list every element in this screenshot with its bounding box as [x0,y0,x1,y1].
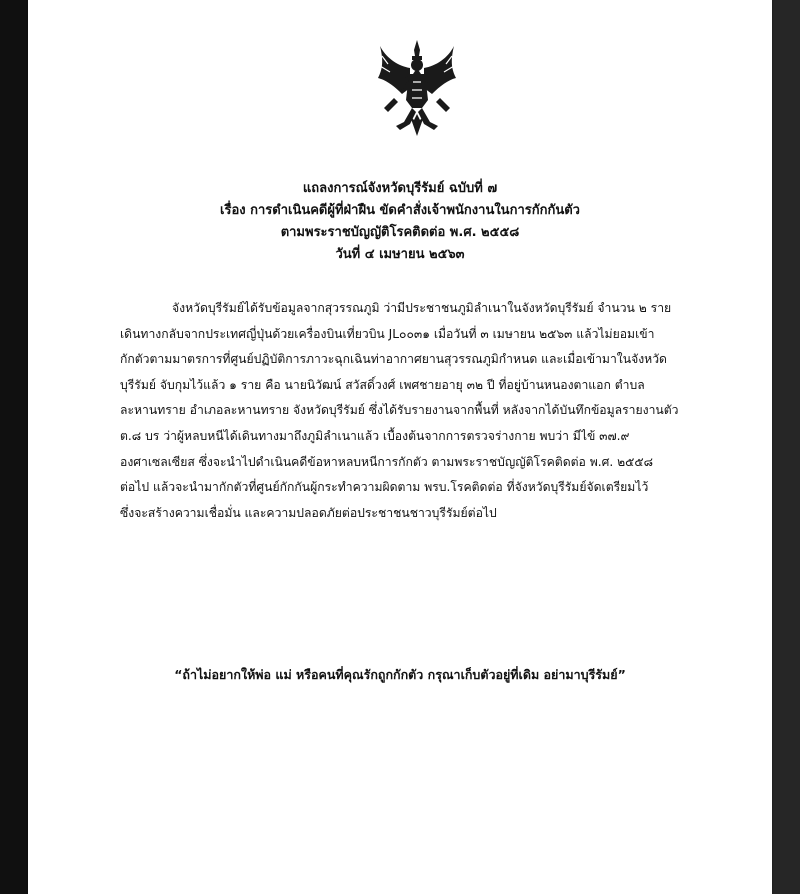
viewer-background-left [0,0,28,894]
body-line: ต่อไป แล้วจะนำมากักตัวที่ศูนย์กักกันผู้กระทำความผิดตาม พรบ.โรคติดต่อ ที่จังหวัดบุรีรัมย์จัดเตรียมไว้ [120,480,649,495]
body-line: ต.๘ บร ว่าผู้หลบหนีได้เดินทางมาถึงภูมิลำเนาแล้ว เบื้องต้นจากการตรวจร่างกาย พบว่า มีไข้ ๓๗.๙ [120,428,630,443]
document-page [28,0,772,894]
announcement-body [120,296,680,526]
body-line: บุรีรัมย์ จับกุมไว้แล้ว ๑ ราย คือ นายนิวัฒน์ สวัสดิ์วงศ์ เพศชายอายุ ๓๒ ปี ที่อยู่บ้านหนองตาแอก ตำบล [120,377,645,392]
body-line: กักตัวตามมาตรการที่ศูนย์ปฏิบัติการภาวะฉุกเฉินท่าอากาศยานสุวรรณภูมิกำหนด และเมื่อเข้ามาในจังหวัด [120,352,667,367]
garuda-emblem-icon [376,38,458,138]
announcement-act: ตามพระราชบัญญัติโรคติดต่อ พ.ศ. ๒๕๕๘ [280,225,520,240]
body-line: องศาเซลเซียส ซึ่งจะนำไปดำเนินคดีข้อหาหลบหนีการกักตัว ตามพระราชบัญญัติโรคติดต่อ พ.ศ. ๒๕๕๘ [120,454,654,469]
viewer-background-right [772,0,800,894]
body-line: ละหานทราย อำเภอละหานทราย จังหวัดบุรีรัมย์ ซึ่งได้รับรายงานจากพื้นที่ หลังจากได้บันทึกข้อมูลรายงานตัว [120,403,679,418]
campaign-slogan: “ถ้าไม่อยากให้พ่อ แม่ หรือคนที่คุณรักถูกกักตัว กรุณาเก็บตัวอยู่ที่เดิม อย่ามาบุรีรัมย์” [174,667,626,682]
body-line: จังหวัดบุรีรัมย์ได้รับข้อมูลจากสุวรรณภูมิ ว่ามีประชาชนภูมิลำเนาในจังหวัดบุรีรัมย์ จำนวน ๒ ราย [172,301,672,315]
announcement-date: วันที่ ๔ เมษายน ๒๕๖๓ [335,247,465,262]
announcement-heading [28,178,772,266]
body-line: เดินทางกลับจากประเทศญี่ปุ่นด้วยเครื่องบินเที่ยวบิน JL๐๐๓๑ เมื่อวันที่ ๓ เมษายน ๒๕๖๓ แล้วไม่ยอมเข้า [120,326,655,341]
announcement-subject: เรื่อง การดำเนินคดีผู้ที่ฝ่าฝืน ขัดคำสั่งเจ้าพนักงานในการกักกันตัว [220,203,580,218]
body-line: ซึ่งจะสร้างความเชื่อมั่น และความปลอดภัยต่อประชาชนชาวบุรีรัมย์ต่อไป [120,505,497,520]
announcement-title: แถลงการณ์จังหวัดบุรีรัมย์ ฉบับที่ ๗ [302,181,498,196]
